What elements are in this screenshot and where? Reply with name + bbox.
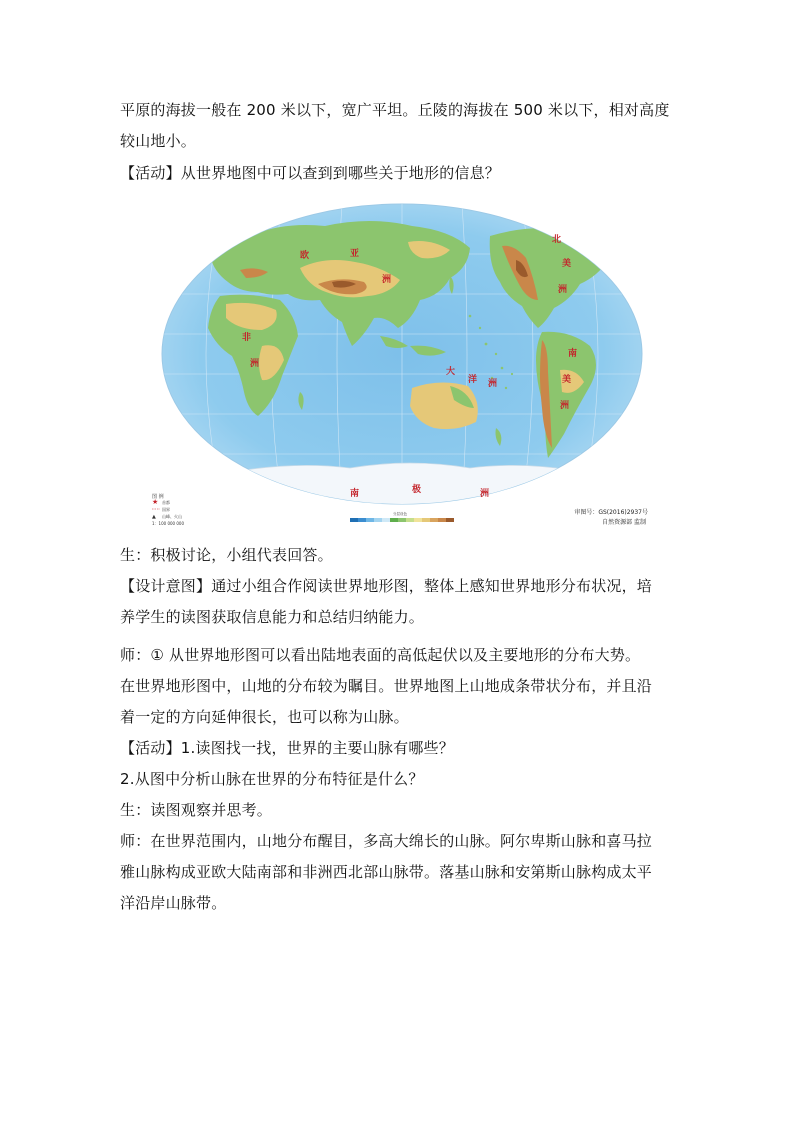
continent-label: 洲 bbox=[558, 285, 568, 295]
continent-label: 亚 bbox=[350, 249, 360, 259]
legend-title: 图 例 bbox=[152, 494, 164, 500]
continent-label: 极 bbox=[412, 485, 422, 495]
continent-label: 洲 bbox=[488, 379, 498, 389]
paragraph-line: 雅山脉构成亚欧大陆南部和非洲西北部山脉带。落基山脉和安第斯山脉构成太平 bbox=[120, 863, 653, 881]
paragraph-line: 洋沿岸山脉带。 bbox=[120, 894, 227, 912]
continent-label: 美 bbox=[562, 259, 572, 269]
capital-icon: ★ bbox=[152, 498, 159, 506]
paragraph-line: 师：在世界范围内，山地分布醒目，多高大绵长的山脉。阿尔卑斯山脉和喜马拉 bbox=[120, 832, 653, 850]
world-topographic-map bbox=[150, 196, 650, 530]
map-figure bbox=[150, 196, 650, 530]
map-number: 审图号：GS(2016)2937号 bbox=[574, 509, 648, 516]
continent-label: 非 bbox=[242, 333, 252, 343]
paragraph-line: 生：积极讨论，小组代表回答。 bbox=[120, 546, 333, 564]
legend-item: 山峰、火山 bbox=[162, 514, 182, 519]
greenland bbox=[220, 206, 270, 228]
paragraph-line: 2.从图中分析山脉在世界的分布特征是什么？ bbox=[120, 770, 424, 788]
paragraph-line: 在世界地形图中，山地的分布较为瞩目。世界地图上山地成条带状分布，并且沿 bbox=[120, 677, 653, 695]
peak-icon: ▲ bbox=[152, 514, 156, 520]
map-legend bbox=[152, 493, 184, 526]
scale-title: 分层设色 bbox=[393, 512, 407, 516]
paragraph-line: 生：读图观察并思考。 bbox=[120, 801, 273, 819]
paragraph-line: 养学生的读图获取信息能力和总结归纳能力。 bbox=[120, 608, 425, 626]
map-publisher: 自然资源部 监制 bbox=[602, 519, 646, 526]
continent-label: 北 bbox=[552, 235, 562, 245]
paragraph-line: 着一定的方向延伸很长，也可以称为山脉。 bbox=[120, 708, 409, 726]
elevation-scale bbox=[350, 511, 454, 522]
activity-heading: 【活动】从世界地图中可以查到到哪些关于地形的信息？ bbox=[120, 164, 501, 182]
design-intent-heading: 【设计意图】通过小组合作阅读世界地形图，整体上感知世界地形分布状况，培 bbox=[120, 577, 653, 595]
activity-heading: 【活动】1.读图找一找，世界的主要山脉有哪些？ bbox=[120, 739, 454, 757]
paragraph-line: 较山地小。 bbox=[120, 132, 197, 150]
continent-label: 洲 bbox=[250, 359, 260, 369]
continent-label: 欧 bbox=[300, 251, 310, 261]
continent-label: 洲 bbox=[560, 401, 570, 411]
continent-label: 大 bbox=[446, 367, 456, 377]
continent-label: 洋 bbox=[468, 375, 478, 385]
continent-label: 南 bbox=[568, 349, 578, 359]
legend-scale: 1：100 000 000 bbox=[152, 521, 184, 526]
legend-item: 国界 bbox=[162, 507, 170, 512]
arctic-island bbox=[550, 207, 620, 223]
paragraph-line: 师：① 从世界地形图可以看出陆地表面的高低起伏以及主要地形的分布大势。 bbox=[120, 646, 641, 664]
continent-label: 洲 bbox=[480, 489, 490, 499]
continent-label: 美 bbox=[562, 375, 572, 385]
continent-label: 洲 bbox=[382, 275, 392, 285]
paragraph-line: 平原的海拔一般在 200 米以下，宽广平坦。丘陵的海拔在 500 米以下，相对高度 bbox=[120, 101, 670, 119]
legend-item: 首都 bbox=[162, 500, 170, 505]
continent-label: 南 bbox=[350, 489, 360, 499]
